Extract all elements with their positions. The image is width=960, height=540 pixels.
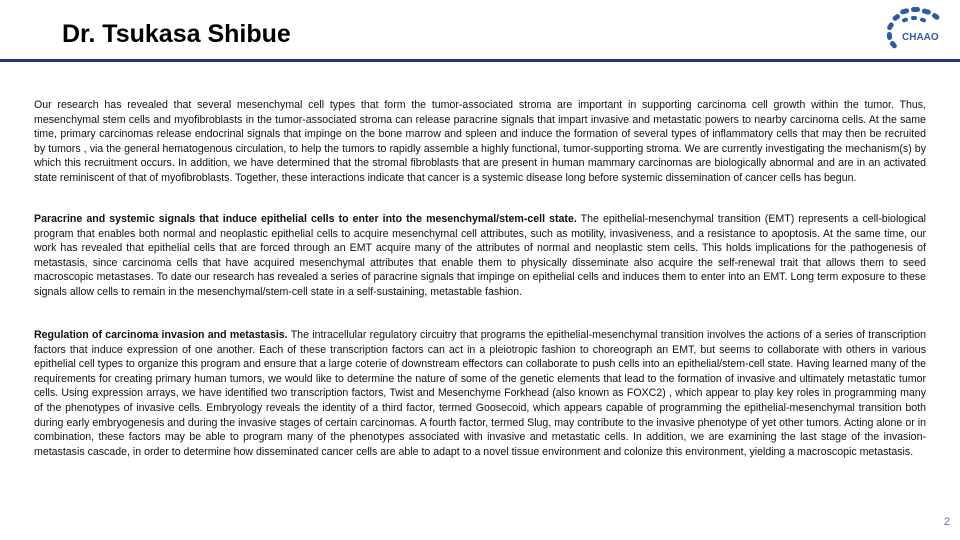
- paragraph-1-body: Our research has revealed that several mesenchymal cell types that form the tumor-associated stroma are important in supporting carcinoma cell growth within the tumor. Thus, mesenchymal stem cells and myofibroblasts in the tumor-associated stroma can release paracrine signals that impart invasive and metastatic powers to nearby carcinoma cells. At the same time, primary carcinomas release endocrinal signals that impinge on the bone marrow and spleen and induce the formation of several types of inflammatory cells that may then be recruited by tumors , via the general hematogenous circulation, to help the tumors to rapidly assemble a highly functional, tumor-supporting stroma. We are currently investigating the mechanism(s) by which this recruitment occurs. In addition, we have determined that the stromal fibroblasts that are present in human mammary carcinomas are biologically abnormal and are in an activated state reminiscent of that of myofibroblasts. Together, these interactions indicate that cancer is a systemic disease long before systemic dissemination of cancer cells has begun.: [34, 99, 926, 184]
- page-number: 2: [943, 516, 950, 528]
- logo-text: CHAAO: [902, 32, 939, 43]
- paragraph-3: [34, 328, 926, 459]
- paragraph-3-lead: Regulation of carcinoma invasion and metastasis.: [34, 329, 288, 341]
- paragraph-3-body: The intracellular regulatory circuitry that programs the epithelial-mesenchymal transition involves the actions of a series of transcription factors that induce expression of one another. Each of these transcription factors can act in a pleiotropic fashion to choreograph an EMT, but seems to collaborate with others in various epithelial cell types to organize this program and ensure that a large coterie of downstream effectors can collaborate to push cells into an epithelial/stem-cell state. Having learned many of the requirements for creating primary human tumors, we would like to determine the nature of some of the genetic elements that lead to the formation of invasive and ultimately metastatic tumor cells. Using expression arrays, we have identified two transcription factors, Twist and Mesenchyme Forkhead (also known as FOXC2) , which appear to play key roles in programming many of the phenotypes of invasive cells. Embryology reveals the identity of a third factor, termed Goosecoid, which appears capable of programming the epithelial-mesenchymal transition both during early embryogenesis and during the invasive stages of certain carcinomas. A fourth factor, termed Slug, may contribute to the invasive phenotype of yet other tumors. Acting alone or in combination, these factors may be able to program many of the phenotypes associated with invasive and metastatic cells. In addition, we are examining the last stage of the invasion-metastasis cascade, in order to determine how disseminated cancer cells are able to adapt to a novel tissue environment and colonize this environment, yielding a macroscopic metastasis.: [34, 329, 927, 458]
- paragraph-2: [34, 212, 926, 300]
- logo-icon: [880, 6, 946, 54]
- page-title: Dr. Tsukasa Shibue: [62, 20, 291, 48]
- header-rule: [0, 59, 960, 62]
- paragraph-2-body: The epithelial-mesenchymal transition (EMT) represents a cell-biological program that enables both normal and neoplastic epithelial cells to acquire mesenchymal cell attributes, such as motility, invasiveness, and a resistance to apoptosis. At the same time, our work has revealed that epithelial cells that are forced through an EMT acquire many of the attributes of normal and neoplastic stem cells. This holds implications for the pathogenesis of metastasis, since carcinoma cells that have acquired mesenchymal attributes that enable them to physically disseminate also acquire the self-renewal trait that allows them to seed macroscopic metastases. To date our research has revealed a series of paracrine signals that impinge on epithelial cells and induces them to enter into an EMT. Long term exposure to these signals allow cells to remain in the mesenchymal/stem-cell state in a self-sustaining, metastable fashion.: [34, 213, 926, 298]
- chaao-logo: [880, 6, 946, 54]
- paragraph-2-lead: Paracrine and systemic signals that induce epithelial cells to enter into the mesenchymal/stem-cell state.: [34, 213, 577, 225]
- paragraph-1: [34, 98, 926, 186]
